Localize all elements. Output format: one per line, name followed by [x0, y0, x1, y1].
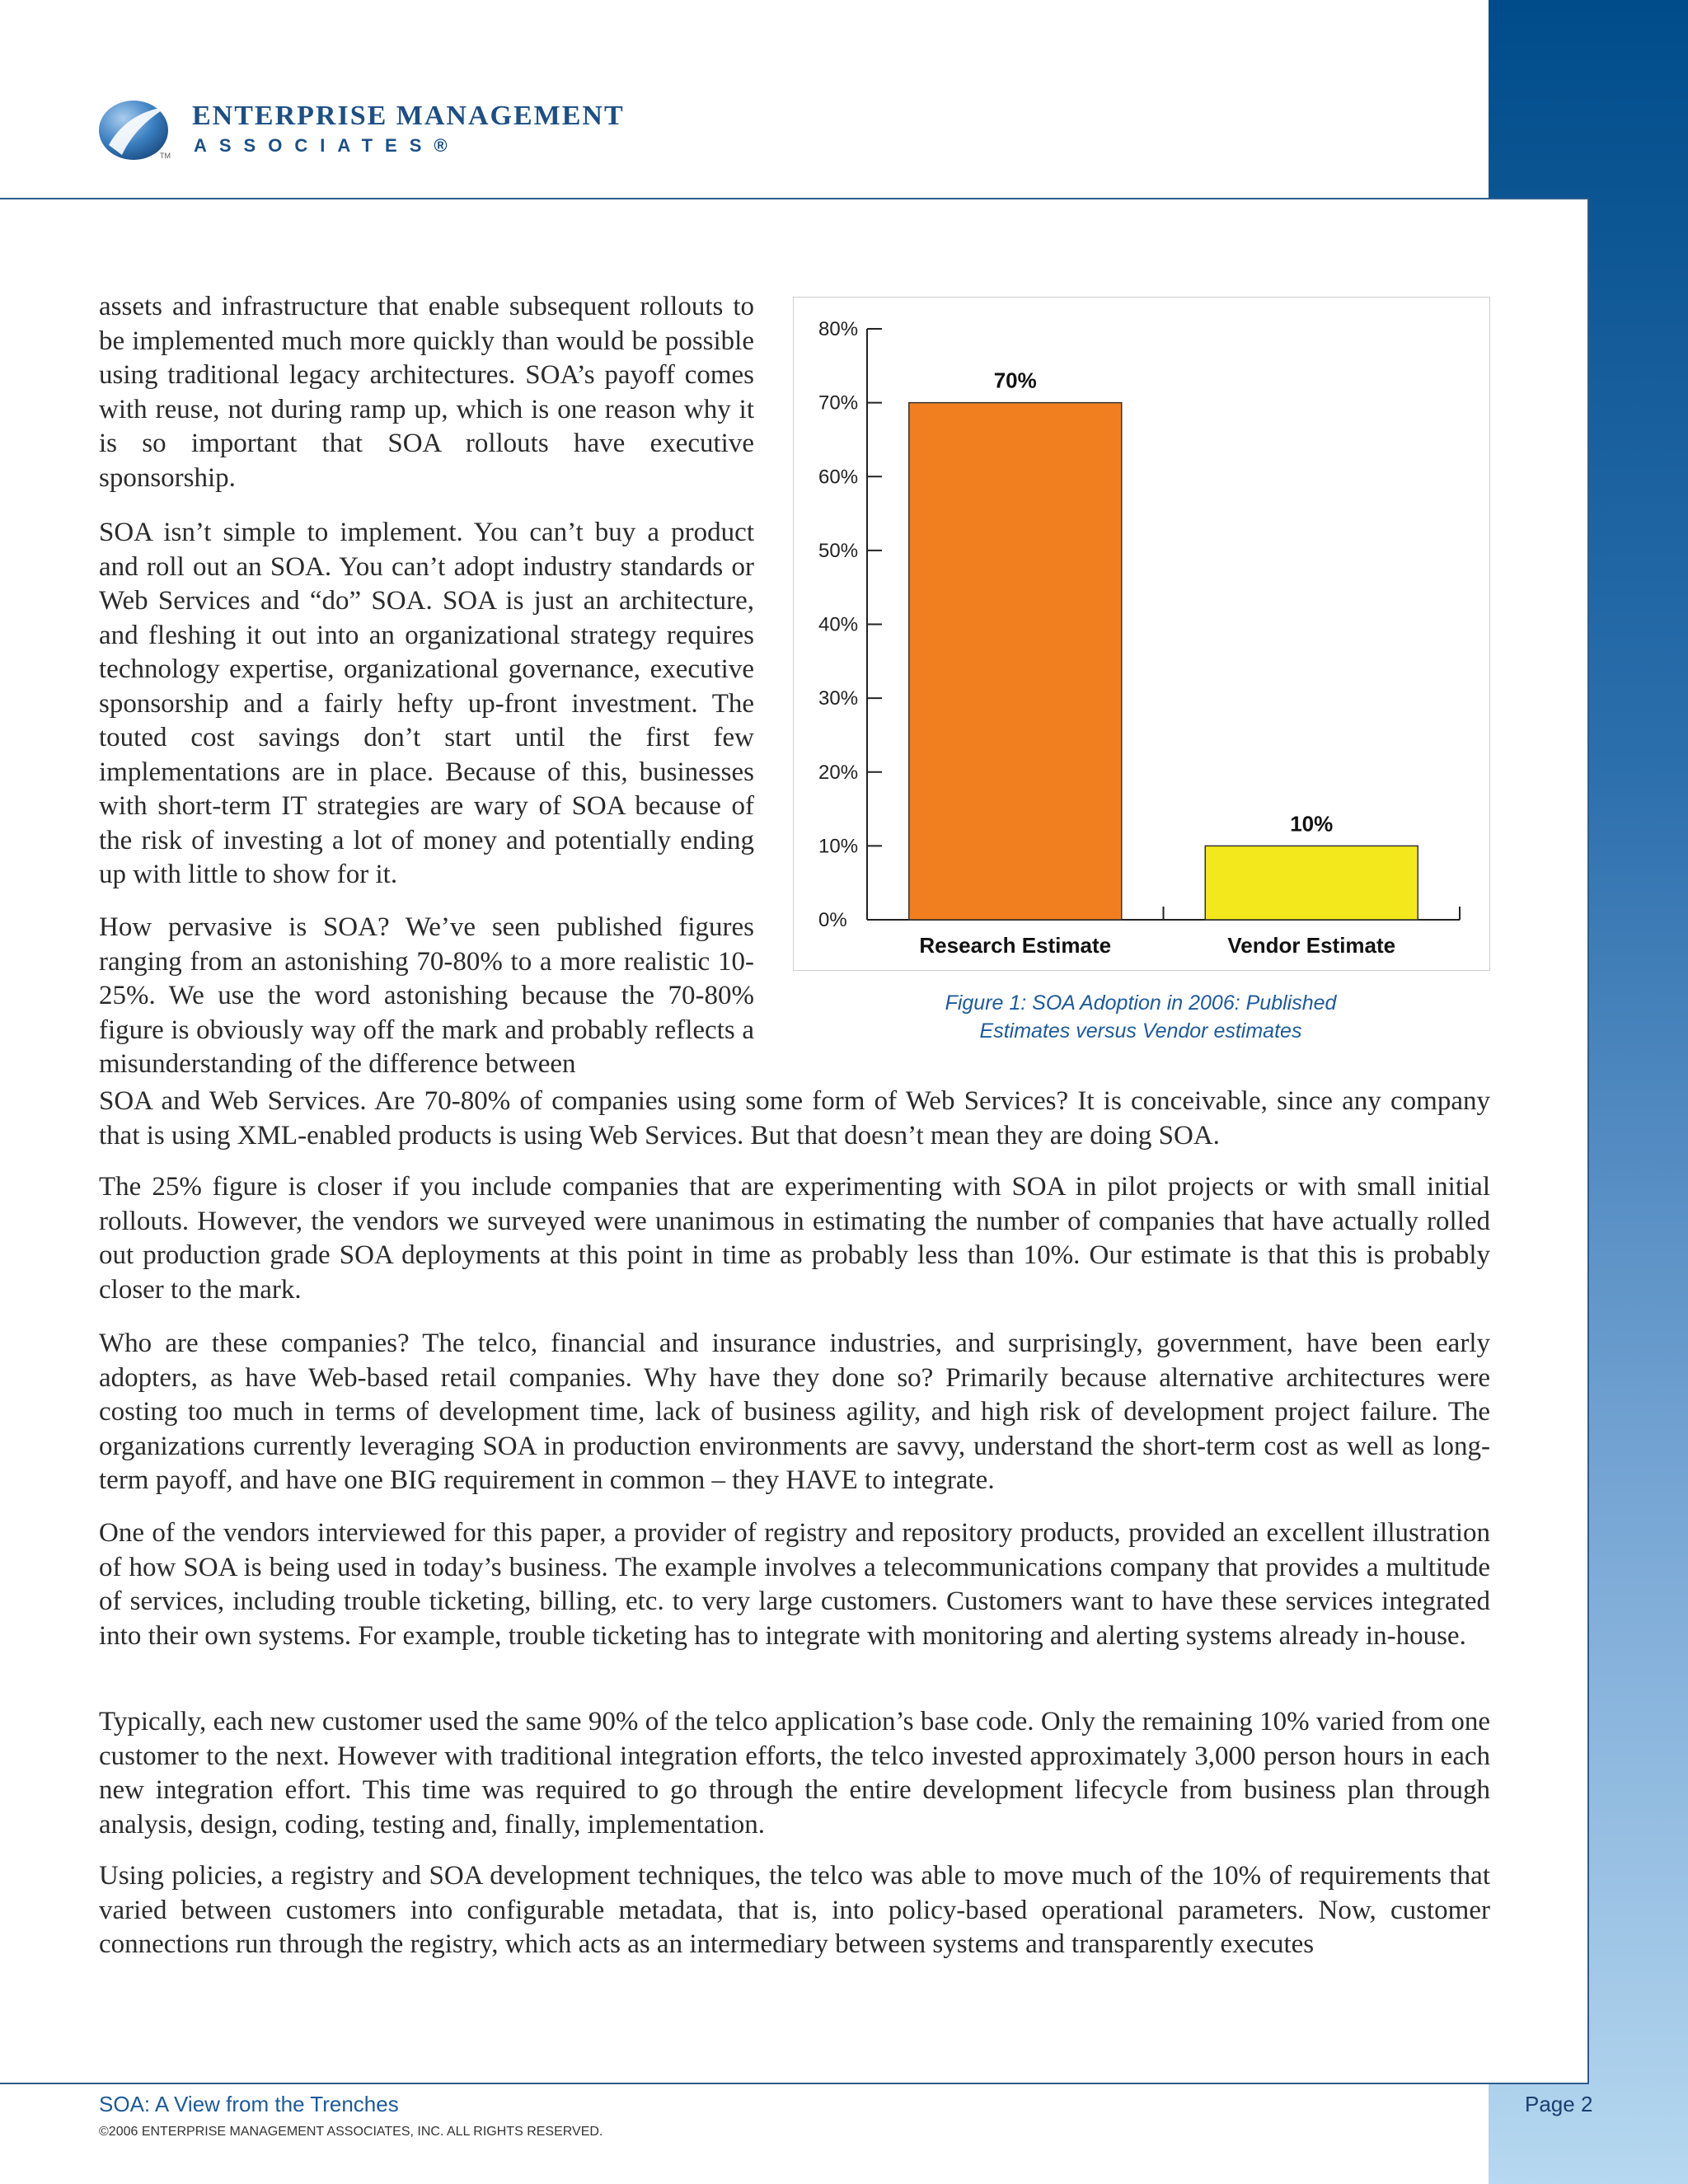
body-paragraph-2: SOA isn’t simple to implement. You can’t buy a product and roll out an SOA. You can’t adopt industry standards or Web Services and “do” SOA. SOA is just an architecture, and fleshing it out into an organizational strategy requires technology expertise, organizational governance, executive sponsorship and a fairly hefty up-front investment. The touted cost savings don’t start until the first few implementations are in place. Because of this, businesses with short-term IT strategies are wary of SOA because of the risk of investing a lot of money and potentially ending up with little to show for it.: [99, 518, 754, 889]
footer-page-number: Page 2: [1525, 2092, 1593, 2116]
bar-data-label: 10%: [1290, 811, 1334, 837]
bar: [1205, 846, 1418, 920]
adoption-bar-chart: [794, 298, 1489, 970]
figure-caption: [793, 989, 1489, 1045]
y-tick-label: 0%: [818, 909, 847, 931]
y-tick-label: 50%: [818, 539, 859, 562]
body-paragraph-3b: SOA and Web Services. Are 70-80% of companies using some form of Web Services? It is conceivable, since any company that is using XML-enabled products is using Web Services. But that doesn’t mean they are doing SOA.: [99, 1086, 1490, 1151]
logo-trademark: TM: [160, 152, 171, 160]
footer-copyright: ©2006 ENTERPRISE MANAGEMENT ASSOCIATES, INC. ALL RIGHTS RESERVED.: [99, 2125, 603, 2139]
y-tick-label: 10%: [818, 835, 859, 858]
header-divider: [0, 198, 1589, 199]
logo-company-subname: ASSOCIATES®: [194, 135, 460, 156]
y-tick-label: 20%: [818, 761, 859, 784]
body-paragraph-3a: How pervasive is SOA? We’ve seen published figures ranging from an astonishing 70-80% to a more realistic 10-25%. We use the word astonishing because the 70-80% figure is obviously way off the mark and probably reflects a misunderstanding of the difference between: [99, 912, 754, 1079]
body-paragraph-8: Using policies, a registry and SOA development techniques, the telco was able to move much of the 10% of requirements that varied between customers into configurable metadata, that is, into policy-based operational parameters. Now, customer connections run through the registry, which acts as an intermediary between systems and transparently executes: [99, 1861, 1490, 1959]
body-paragraph-1: assets and infrastructure that enable subsequent rollouts to be implemented much more quickly than would be possible using traditional legacy architectures. SOA’s payoff comes with reuse, not during ramp up, which is one reason why it is so important that SOA rollouts have executive sponsorship.: [99, 292, 754, 493]
footer-document-title: SOA: A View from the Trenches: [99, 2092, 399, 2116]
body-paragraph-7: Typically, each new customer used the same 90% of the telco application’s base code. Only the remaining 10% varied from one customer to the next. However with traditional integration efforts, the telco invested approximately 3,000 person hours in each new integration effort. This time was required to go through the entire development lifecycle from business plan through analysis, design, coding, testing and, finally, implementation.: [99, 1707, 1490, 1840]
figure-caption-line-2: Estimates versus Vendor estimates: [979, 1019, 1302, 1043]
y-tick-label: 40%: [818, 613, 859, 636]
body-paragraph-4: The 25% figure is closer if you include companies that are experimenting with SOA in pilot projects or with small initial rollouts. However, the vendors we surveyed were unanimous in estimating the number of companies that have actually rolled out production grade SOA deployments at this point in time as probably less than 10%. Our estimate is that this is probably closer to the mark.: [99, 1172, 1490, 1305]
figure-caption-line-1: Figure 1: SOA Adoption in 2006: Published: [945, 991, 1337, 1015]
bar: [909, 403, 1122, 920]
body-paragraph-6: One of the vendors interviewed for this paper, a provider of registry and repository products, provided an excellent illustration of how SOA is being used in today’s business. The example involves a telecommunications company that provides a multitude of services, including trouble ticketing, billing, etc. to very large customers. Customers want to have these services integrated into their own systems. For example, trouble ticketing has to integrate with monitoring and alerting systems already in-house.: [99, 1518, 1490, 1651]
y-tick-label: 60%: [818, 466, 859, 489]
bar-data-label: 70%: [993, 368, 1037, 393]
y-tick-label: 30%: [818, 687, 859, 710]
logo-company-name: ENTERPRISE MANAGEMENT: [192, 101, 625, 131]
body-paragraph-5: Who are these companies? The telco, financial and insurance industries, and surprisingly, government, have been early adopters, as have Web-based retail companies. Why have they done so? Primarily because alternative architectures were costing too much in terms of development time, lack of business agility, and high risk of development project failure. The organizations currently leveraging SOA in production environments are savvy, understand the short-term cost as well as long-term payoff, and have one BIG requirement in common – they HAVE to integrate.: [99, 1329, 1490, 1495]
x-category-label: Vendor Estimate: [1227, 933, 1396, 958]
y-tick-label: 80%: [818, 318, 859, 340]
y-tick-label: 70%: [818, 391, 859, 415]
adoption-chart: [793, 297, 1490, 971]
x-category-label: Research Estimate: [919, 933, 1112, 958]
ema-logo: [97, 97, 625, 163]
